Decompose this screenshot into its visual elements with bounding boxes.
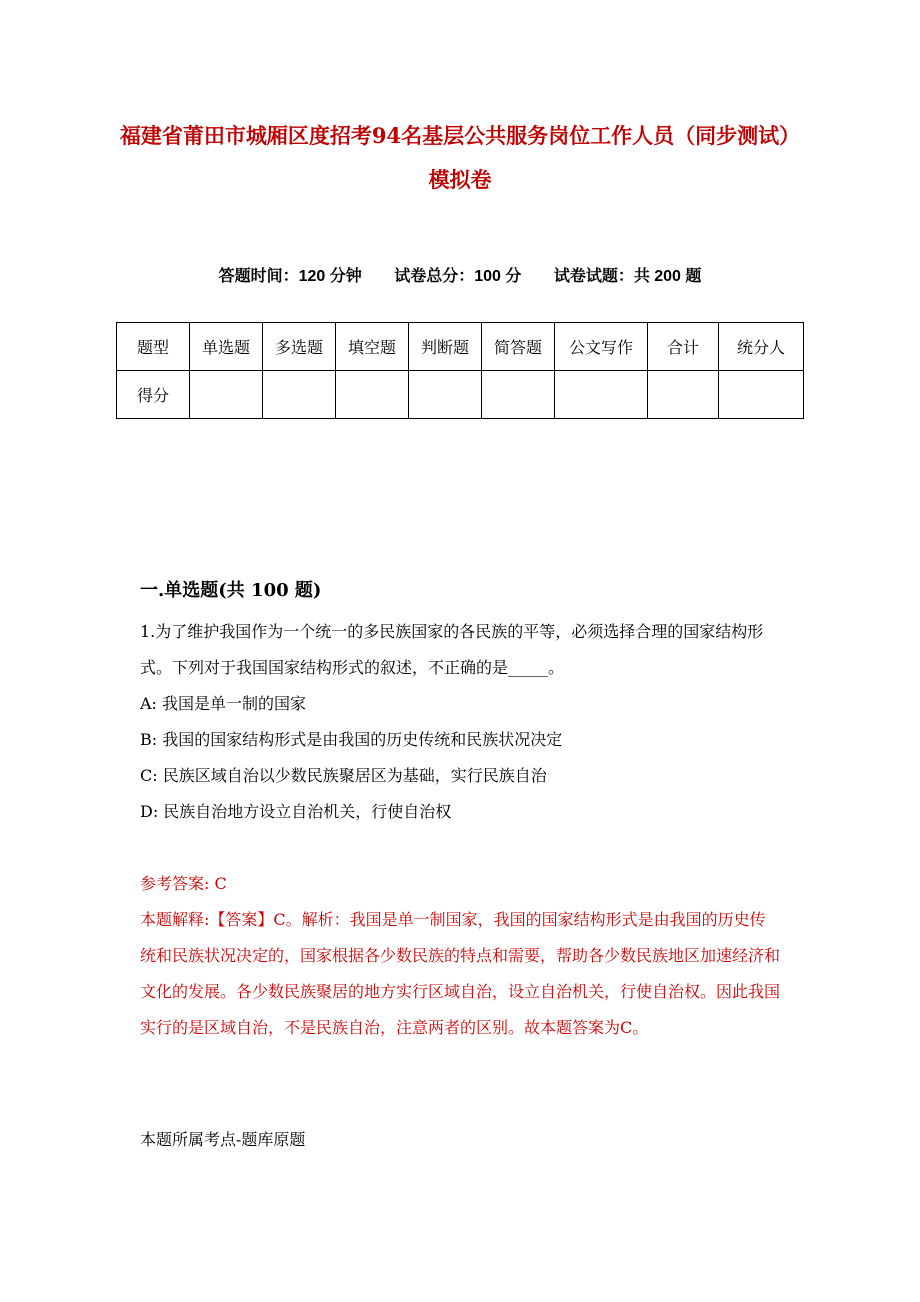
score-cell <box>648 371 719 419</box>
header-cell: 多选题 <box>263 323 336 371</box>
exam-question-count: 试卷试题：共 200 题 <box>553 268 702 285</box>
header-cell: 简答题 <box>482 323 555 371</box>
section-title: 一.单选题(共 100 题) <box>140 580 322 601</box>
exam-time: 答题时间：120 分钟 <box>218 268 362 285</box>
score-table <box>116 322 804 419</box>
header-cell: 公文写作 <box>555 323 648 371</box>
score-cell <box>190 371 263 419</box>
header-cell: 题型 <box>117 323 190 371</box>
score-table-header-row <box>117 323 804 371</box>
score-row-label: 得分 <box>117 371 190 419</box>
header-cell: 单选题 <box>190 323 263 371</box>
question-text: 1.为了维护我国作为一个统一的多民族国家的各民族的平等，必须选择合理的国家结构形式。下列对于我国国家结构形式的叙述，不正确的是_____。 <box>140 622 764 677</box>
score-cell <box>263 371 336 419</box>
score-cell <box>555 371 648 419</box>
exam-meta <box>0 264 920 290</box>
score-cell <box>719 371 804 419</box>
header-cell: 填空题 <box>336 323 409 371</box>
exam-total-score: 试卷总分：100 分 <box>394 268 522 285</box>
explanation: 本题解释:【答案】C。解析：我国是单一制国家，我国的国家结构形式是由我国的历史传统和民族状况决定的，国家根据各少数民族的特点和需要，帮助各少数民族地区加速经济和文化的发展。各少数民族聚居的地方实行区域自治，设立自治机关，行使自治权。因此我国实行的是区域自治，不是民族自治，注意两者的区别。故本题答案为C。 <box>140 910 781 1037</box>
score-cell <box>409 371 482 419</box>
option-list <box>140 686 780 830</box>
header-cell: 判断题 <box>409 323 482 371</box>
option-a: A: 我国是单一制的国家 <box>140 694 307 713</box>
answer-block <box>140 866 780 1046</box>
option-d: D: 民族自治地方设立自治机关，行使自治权 <box>140 802 452 821</box>
header-cell: 统分人 <box>719 323 804 371</box>
document-title: 福建省莆田市城厢区度招考94名基层公共服务岗位工作人员（同步测试）模拟卷 <box>119 123 801 192</box>
reference-answer: 参考答案: C <box>140 874 227 893</box>
score-table-score-row <box>117 371 804 419</box>
score-cell <box>336 371 409 419</box>
option-c: C: 民族区域自治以少数民族聚居区为基础，实行民族自治 <box>140 766 547 785</box>
option-b: B: 我国的国家结构形式是由我国的历史传统和民族状况决定 <box>140 730 563 749</box>
score-cell <box>482 371 555 419</box>
header-cell: 合计 <box>648 323 719 371</box>
knowledge-point: 本题所属考点-题库原题 <box>140 1130 306 1149</box>
